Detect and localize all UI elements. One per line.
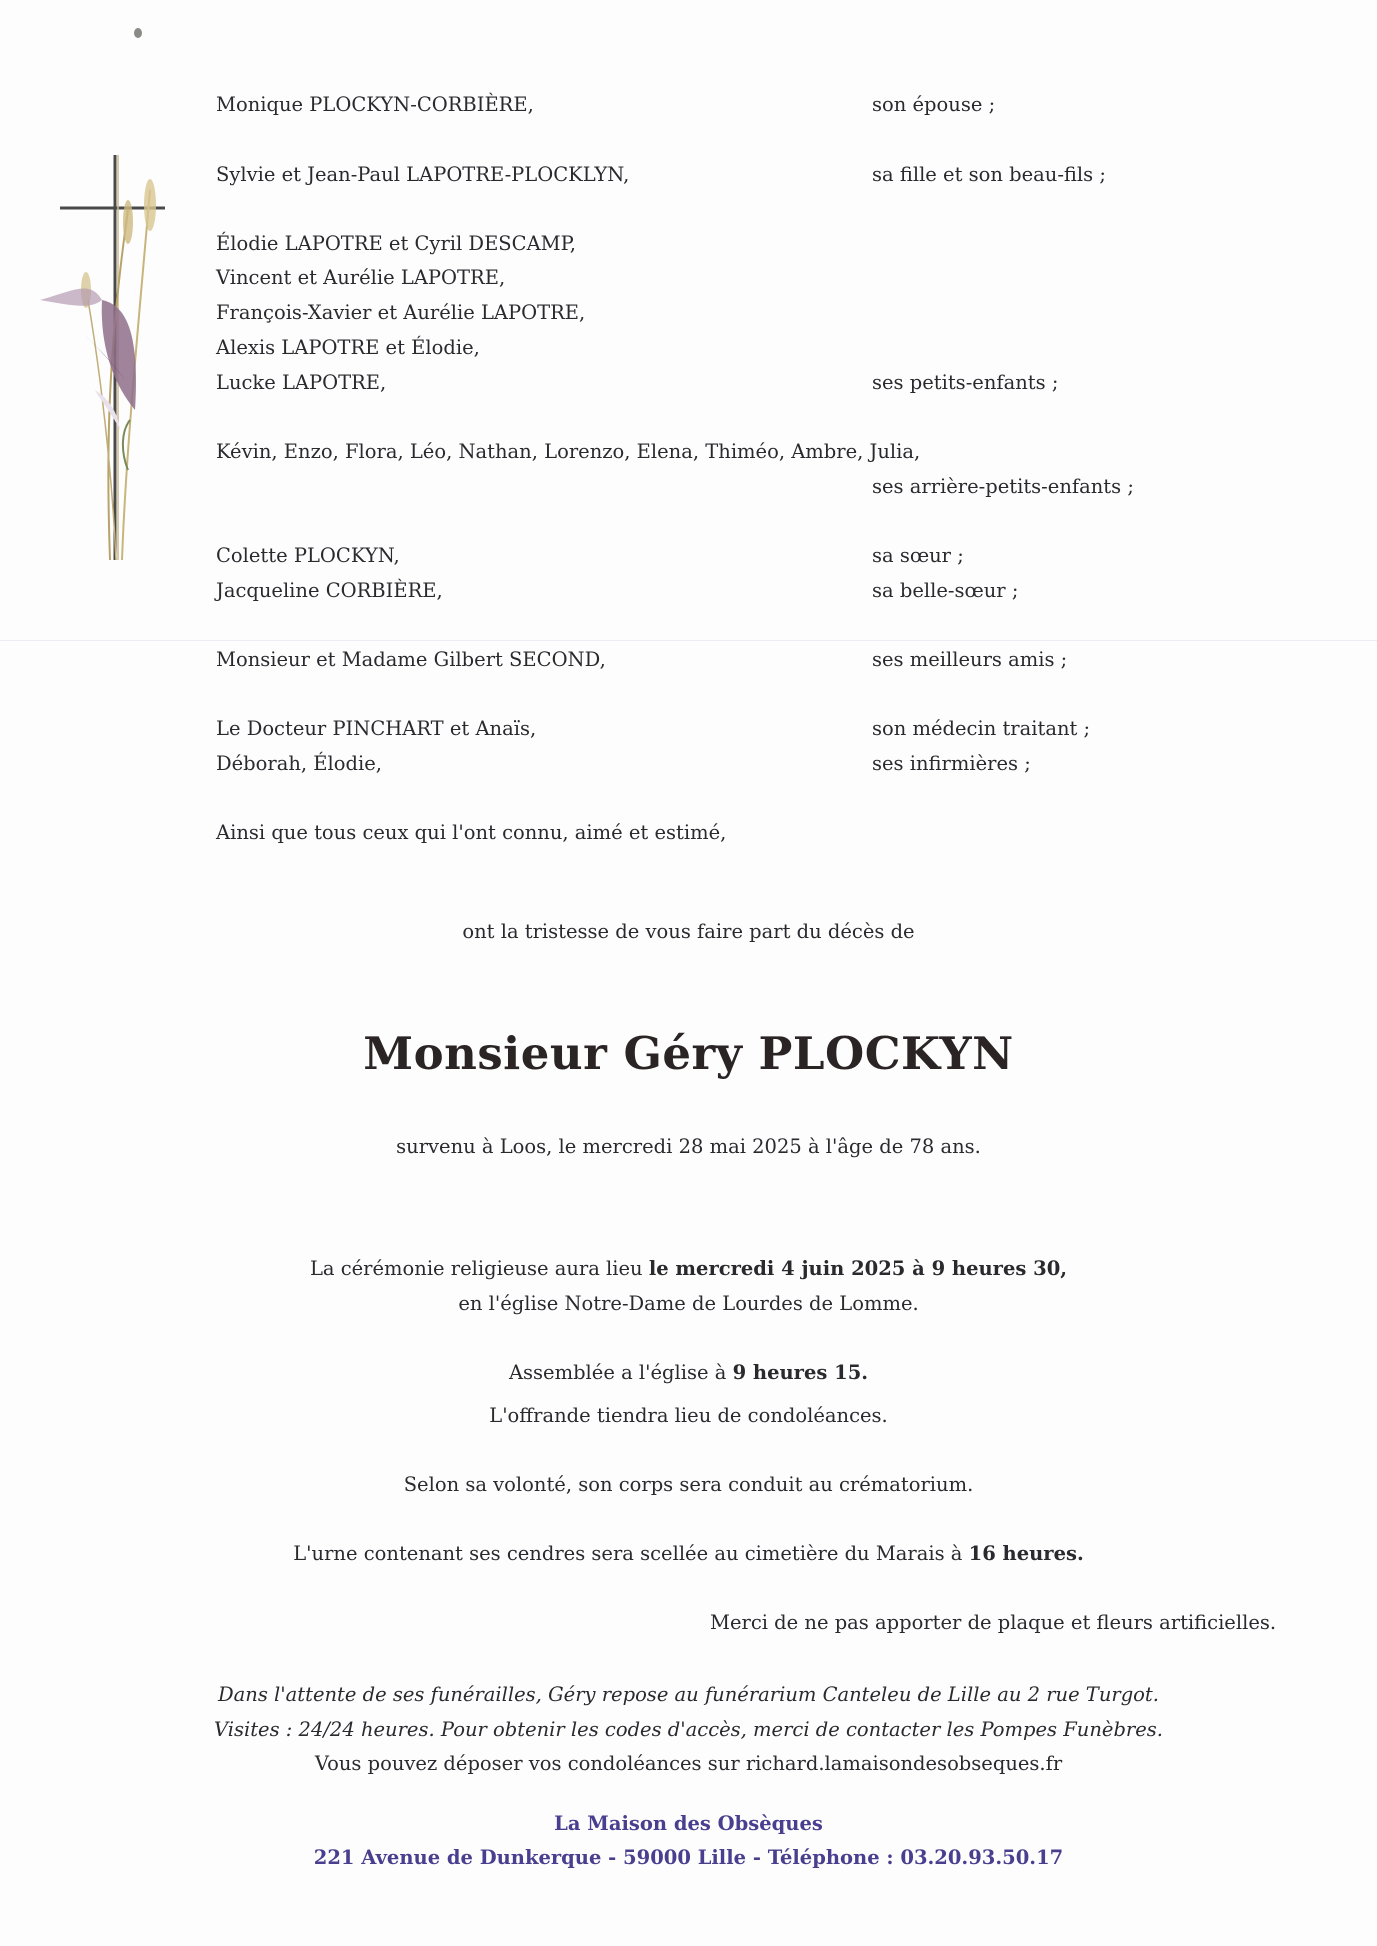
ceremony-intro: La cérémonie religieuse aura lieu: [309, 1257, 649, 1280]
assembly-line: [0, 1361, 1377, 1385]
family-name-1: Monique PLOCKYN-CORBIÈRE,: [216, 93, 534, 116]
death-info: survenu à Loos, le mercredi 28 mai 2025 à l'âge de 78 ans.: [396, 1135, 981, 1158]
assembly-time: 9 heures 15.: [732, 1361, 869, 1384]
grandchild-3: François-Xavier et Aurélie LAPOTRE,: [216, 301, 586, 324]
paper-fold-line: [0, 640, 1377, 641]
deceased-name: Monsieur Géry PLOCKYN: [363, 1027, 1014, 1080]
assembly-text: Assemblée a l'église à: [508, 1361, 733, 1384]
company-name: La Maison des Obsèques: [554, 1812, 823, 1835]
grandchild-1: Élodie LAPOTRE et Cyril DESCAMP,: [216, 232, 576, 255]
condolences-line: Vous pouvez déposer vos condoléances sur richard.lamaisondesobseques.fr: [314, 1752, 1063, 1775]
great-grandchildren-relation: ses arrière-petits-enfants ;: [872, 475, 1134, 498]
company-address: 221 Avenue de Dunkerque - 59000 Lille - Téléphone : 03.20.93.50.17: [313, 1846, 1064, 1869]
medical-name-1: Le Docteur PINCHART et Anaïs,: [216, 717, 537, 740]
urn-time: 16 heures.: [968, 1542, 1084, 1565]
family-relation-2: sa fille et son beau-fils ;: [872, 163, 1106, 186]
cross-lily-icon: [40, 150, 190, 570]
family-name-2: Sylvie et Jean-Paul LAPOTRE-PLOCKLYN,: [216, 163, 630, 186]
grandchild-5: Lucke LAPOTRE,: [216, 371, 387, 394]
great-grandchildren: Kévin, Enzo, Flora, Léo, Nathan, Lorenzo, Elena, Thiméo, Ambre, Julia,: [216, 440, 921, 463]
request-line: Merci de ne pas apporter de plaque et fleurs artificielles.: [710, 1611, 1277, 1634]
friends-name: Monsieur et Madame Gilbert SECOND,: [216, 648, 606, 671]
grandchildren-relation: ses petits-enfants ;: [872, 371, 1059, 394]
medical-relation-2: ses infirmières ;: [872, 752, 1031, 775]
sibling-relation-1: sa sœur ;: [872, 544, 964, 567]
grandchild-4: Alexis LAPOTRE et Élodie,: [216, 336, 480, 359]
cremation-line: Selon sa volonté, son corps sera conduit au crématorium.: [403, 1473, 974, 1496]
family-relation-1: son épouse ;: [872, 93, 996, 116]
offering-line: L'offrande tiendra lieu de condoléances.: [489, 1404, 888, 1427]
sibling-relation-2: sa belle-sœur ;: [872, 579, 1019, 602]
sibling-name-2: Jacqueline CORBIÈRE,: [216, 579, 443, 602]
ceremony-date: le mercredi 4 juin 2025 à 9 heures 30,: [648, 1257, 1068, 1280]
urn-line: [0, 1542, 1377, 1566]
grandchild-2: Vincent et Aurélie LAPOTRE,: [216, 266, 506, 289]
medical-relation-1: son médecin traitant ;: [872, 717, 1091, 740]
funerarium-line: Dans l'attente de ses funérailles, Géry repose au funérarium Canteleu de Lille au 2 rue Turgot.: [218, 1683, 1159, 1706]
sibling-name-1: Colette PLOCKYN,: [216, 544, 400, 567]
visits-line: Visites : 24/24 heures. Pour obtenir les codes d'accès, merci de contacter les Pompes Funèbres.: [213, 1718, 1164, 1741]
urn-text: L'urne contenant ses cendres sera scellée au cimetière du Marais à: [293, 1542, 969, 1565]
friends-relation: ses meilleurs amis ;: [872, 648, 1068, 671]
medical-name-2: Déborah, Élodie,: [216, 752, 382, 775]
scan-speck: [134, 28, 142, 38]
closing-line: Ainsi que tous ceux qui l'ont connu, aimé et estimé,: [216, 821, 727, 844]
announcement: ont la tristesse de vous faire part du décès de: [462, 920, 915, 943]
ceremony-line: [0, 1257, 1377, 1281]
ceremony-place: en l'église Notre-Dame de Lourdes de Lomme.: [458, 1292, 919, 1315]
